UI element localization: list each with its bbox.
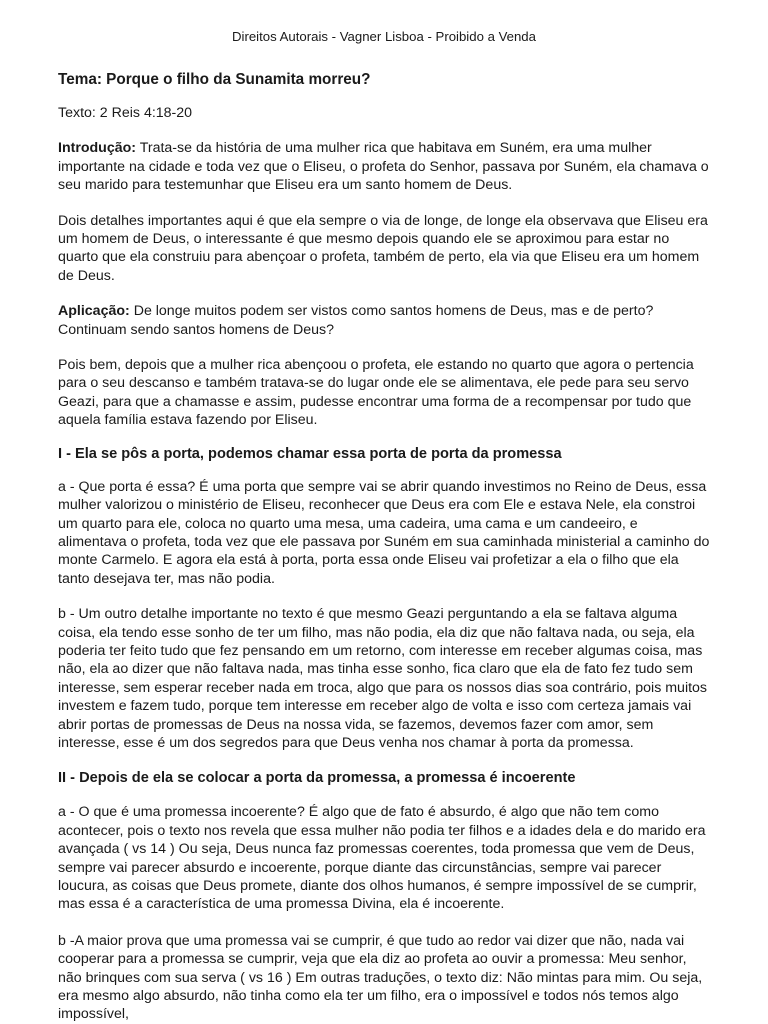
sermon-title: Tema: Porque o filho da Sunamita morreu? bbox=[58, 71, 371, 88]
introduction-label: Introdução: bbox=[58, 140, 137, 157]
introduction-paragraph bbox=[58, 139, 710, 194]
application-label: Aplicação: bbox=[58, 303, 130, 320]
application-paragraph bbox=[58, 302, 710, 339]
section-heading-2: II - Depois de ela se colocar a porta da promessa, a promessa é incoerente bbox=[58, 770, 576, 787]
section-2-item-b: b -A maior prova que uma promessa vai se cumprir, é que tudo ao redor vai dizer que não, nada vai cooperar para a promessa se cumprir, veja que ela diz ao profeta ao ouvir a promessa: Meu senhor, não brinques com sua serva ( vs 16 ) Em outras traduções, o texto diz: Não mintas para mim. Ou seja, era mesmo algo absurdo, não tinha como ela ter um filho, era o impossível e todos nós temos algo impossível, bbox=[58, 932, 703, 1023]
application-text: De longe muitos podem ser vistos como santos homens de Deus, mas e de perto? Continuam sendo santos homens de Deus? bbox=[58, 303, 654, 338]
section-1-item-a: a - Que porta é essa? É uma porta que sempre vai se abrir quando investimos no Reino de Deus, essa mulher valorizou o ministério de Eliseu, reconhecer que Deus era com Ele e estava Nele, ela constroi um quarto para ele, coloca no quarto uma mesa, uma cadeira, uma cama e um candeeiro, e alimentava o profeta, toda vez que ele passava por Suném em sua caminhada ministerial a caminho do monte Carmelo. E agora ela está à porta, porta essa onde Eliseu vai profetizar a ela o filho que ela tanto desejava ter, mas não podia. bbox=[58, 478, 710, 587]
introduction-text: Trata-se da história de uma mulher rica que habitava em Suném, era uma mulher importante na cidade e toda vez que o Eliseu, o profeta do Senhor, passava por Suném, ela chamava o seu marido para testemunhar que Eliseu era um santo homem de Deus. bbox=[58, 140, 709, 194]
section-2-item-a: a - O que é uma promessa incoerente? É algo que de fato é absurdo, é algo que não tem como acontecer, pois o texto nos revela que essa mulher não podia ter filhos e a idades dela e do marido era avançada ( vs 14 ) Ou seja, Deus nunca faz promessas coerentes, toda promessa que vem de Deus, sempre vai parecer absurdo e incoerente, porque diante das circunstâncias, sempre vai parecer loucura, as coisas que Deus promete, diante dos olhos humanos, é sempre impossível de se cumprir, mas essa é a característica de uma promessa Divina, ela é incoerente. bbox=[58, 804, 706, 913]
scripture-reference: Texto: 2 Reis 4:18-20 bbox=[58, 105, 193, 121]
section-heading-1: I - Ela se pôs a porta, podemos chamar essa porta de porta da promessa bbox=[58, 445, 562, 462]
page-header: Direitos Autorais - Vagner Lisboa - Proibido a Venda bbox=[232, 29, 536, 44]
paragraph-geazi: Pois bem, depois que a mulher rica abençoou o profeta, ele estando no quarto que agora o pertencia para o seu descanso e também tratava-se do lugar onde ele se alimentava, ele pede para seu servo Geazi, para que a chamasse e assim, pudesse encontrar uma forma de a recompensar por tudo que aquela família estava fazendo por Eliseu. bbox=[58, 357, 694, 429]
section-1-item-b: b - Um outro detalhe importante no texto é que mesmo Geazi perguntando a ela se faltava alguma coisa, ela tendo esse sonho de ter um filho, mas não podia, ela diz que não faltava nada, ou seja, ela poderia ter feito tudo que fez pensando em um retorno, com interesse em receber algumas coisa, mas não, ela ao dizer que não faltava nada, mas tinha esse sonho, fica claro que ela de fato fez tudo sem interesse, sem esperar receber nada em troca, algo que para os nossos dias soa contrário, pois muitos investem e fazem tudo, porque tem interesse em receber algo de volta e isso com certeza jamais vai abrir portas de promessas de Deus na nossa vida, se fazemos, devemos fazer com amor, sem interesse, esse é um dos segredos para que Deus venha nos chamar à porta da promessa. bbox=[58, 606, 708, 751]
paragraph-details: Dois detalhes importantes aqui é que ela sempre o via de longe, de longe ela observava que Eliseu era um homem de Deus, o interessante é que mesmo depois quando ele se aproximou para estar no quarto que ela construiu para abençoar o profeta, também de perto, ela via que Eliseu era um homem de Deus. bbox=[58, 212, 708, 284]
